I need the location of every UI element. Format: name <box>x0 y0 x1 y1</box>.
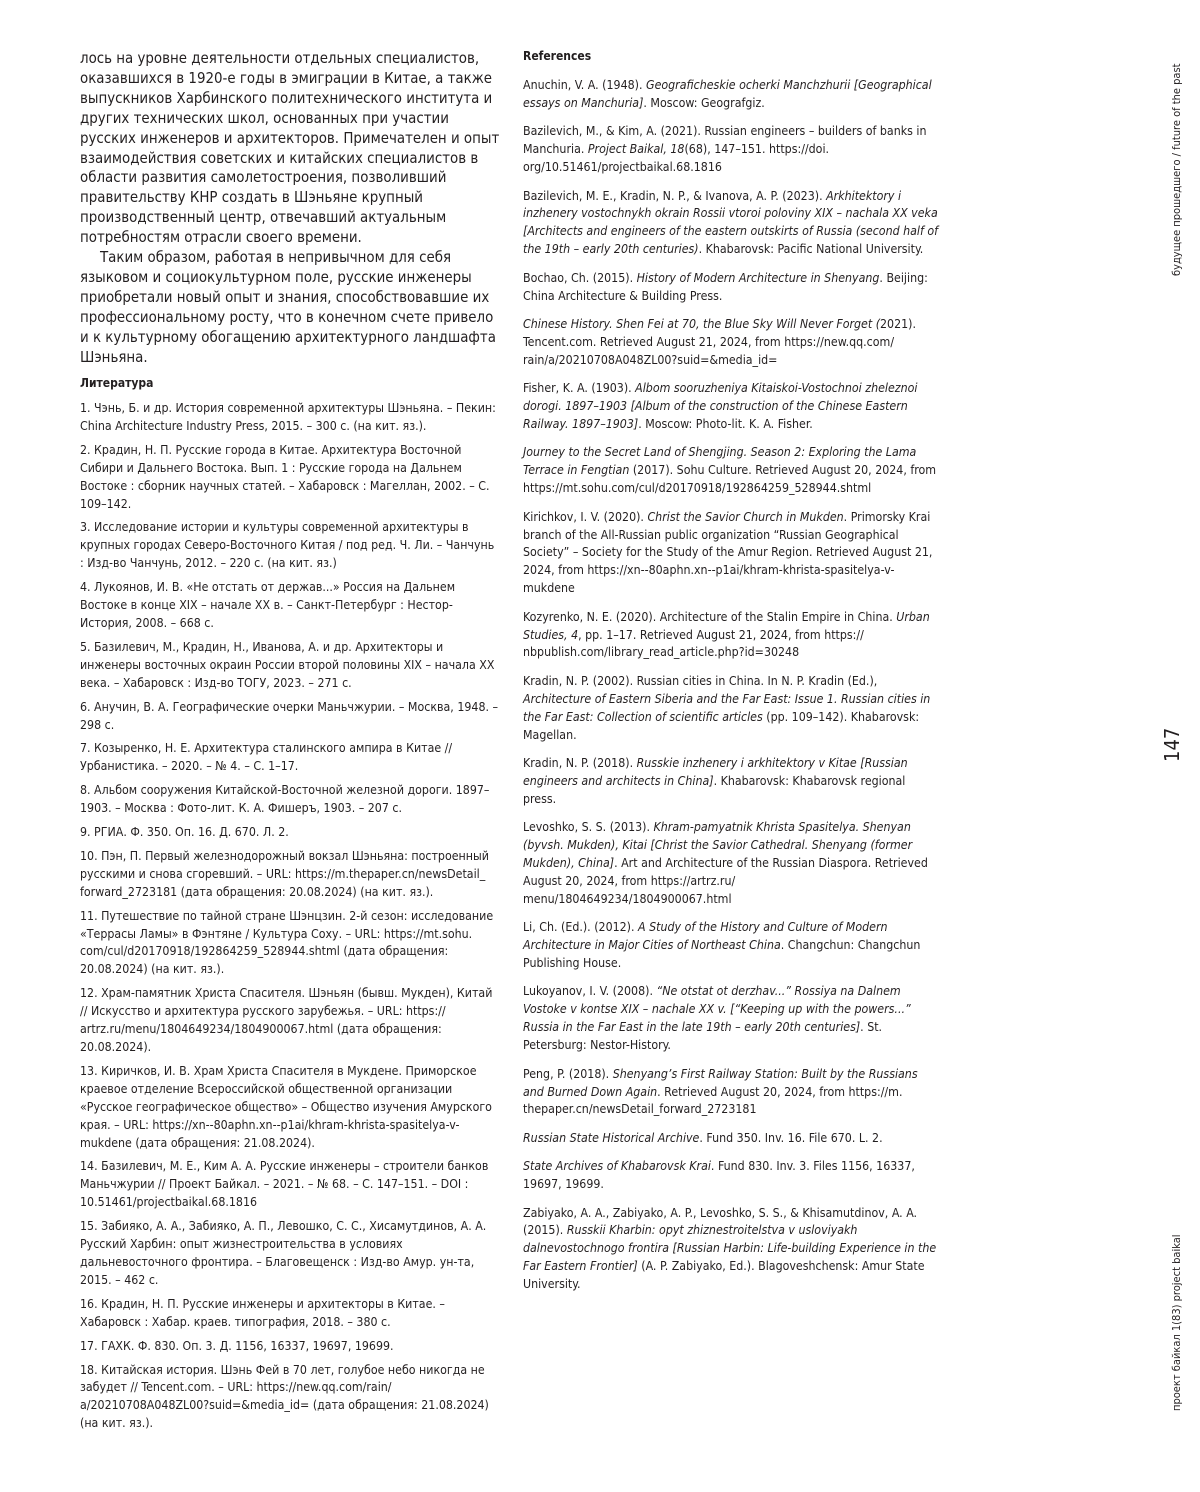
reference-item: Li, Ch. (Ed.). (2012). A Study of the History and Culture of Modern Architecture in Major Cities of Northeast China. Changchun: Changchun Publishing House. <box>523 920 921 971</box>
references-heading: References <box>523 49 592 63</box>
reference-item: Zabiyako, A. A., Zabiyako, A. P., Levoshko, S. S., & Khisamutdinov, A. A. (2015). Russkii Kharbin: opyt zhiznestroitelstva v usloviyakh dalnevostochnogo frontira [Russian Harbin: Life-building Experience in the Far Eastern Frontier] (A. P. Zabiyako, Ed.). Blagoveshchensk: Amur State University. <box>523 1205 937 1292</box>
reference-item: Lukoyanov, I. V. (2008). “Ne otstat ot derzhav...” Rossiya na Dalnem Vostoke v kontse XIX – nachale XX v. [“Keeping up with the powers...” Russia in the Far East in the late 19th – early 20th centuries]. St. Petersburg: Nestor-History. <box>523 984 911 1053</box>
literature-item: 8. Альбом сооружения Китайской-Восточной железной дороги. 1897–1903. – Москва : Фото-лит. К. А. Фишеръ, 1903. – 207 с. <box>80 783 490 816</box>
literature-item: 13. Киричков, И. В. Храм Христа Спасителя в Мукдене. Приморское краевое отделение Всероссийской общественной организации «Русское географическое общество» – Общество изучения Амурского края. – URL: https://xn--80aphn.xn--p1ai/khram-khrista-spasitelya-v-mukdene (дата обращения: 21.08.2024). <box>80 1063 492 1150</box>
reference-item: Anuchin, V. A. (1948). Geograficheskie ocherki Manchzhurii [Geographical essays on Manchuria]. Moscow: Geografgiz. <box>523 78 932 110</box>
reference-item: Kradin, N. P. (2018). Russkie inzhenery i arkhitektory v Kitae [Russian engineers and architects in China]. Khabarovsk: Khabarovsk regional press. <box>523 756 908 806</box>
reference-item: Fisher, K. A. (1903). Albom sooruzheniya Kitaiskoi-Vostochnoi zheleznoi dorogi. 1897–1903 [Album of the construction of the Chinese Eastern Railway. 1897–1903]. Moscow: Photo-lit. K. A. Fisher. <box>523 381 918 431</box>
literature-item: 17. ГАХК. Ф. 830. Оп. 3. Д. 1156, 16337, 19697, 19699. <box>80 1338 394 1353</box>
literature-item: 7. Козыренко, Н. Е. Архитектура сталинского ампира в Китае // Урбанистика. – 2020. – № 4. – С. 1–17. <box>80 741 453 774</box>
literature-item: 11. Путешествие по тайной стране Шэнцзин. 2-й сезон: исследование «Террасы Ламы» в Фэнтяне / Культура Соху. – URL: https://mt.sohu. com/cul/d20170918/192864259_528944.shtml (дата обращения: 20.08.2024) (на кит. яз.). <box>80 908 494 977</box>
reference-item: State Archives of Khabarovsk Krai. Fund 830. Inv. 3. Files 1156, 16337, 19697, 19699. <box>523 1159 915 1192</box>
literature-item: 18. Китайская история. Шэнь Фей в 70 лет, голубое небо никогда не забудет // Tencent.com. – URL: https://new.qq.com/rain/ a/20210708A048ZL00?suid=&media_id= (дата обращения: 21.08.2024) (на кит. яз.). <box>80 1362 489 1431</box>
body-paragraph-1: лось на уровне деятельности отдельных специалистов, оказавшихся в 1920-е годы в эмиграции в Китае, а также выпускников Харбинского политехнического института и других технических школ, основанных при участии русских инженеров и архитекторов. Примечателен и опыт взаимодействия советских и китайских специалистов в области развития самолетостроения, позволивший правительству КНР создать в Шэньяне крупный производственный центр, отвечавший актуальным потребностям отрасли своего времени. <box>80 49 500 247</box>
running-title: будущее прошедшего / future of the past <box>1170 63 1183 276</box>
literature-list <box>80 400 500 1439</box>
reference-item: Peng, P. (2018). Shenyang’s First Railway Station: Built by the Russians and Burned Down Again. Retrieved August 20, 2024, from https://m. thepaper.cn/newsDetail_forward_2723181 <box>523 1066 918 1117</box>
literature-item: 4. Лукоянов, И. В. «Не отстать от держав...» Россия на Дальнем Востоке в конце XIX – начале XX в. – Санкт-Петербург : Нестор-История, 2008. – 668 с. <box>80 580 456 630</box>
literature-item: 2. Крадин, Н. П. Русские города в Китае. Архитектура Восточной Сибири и Дальнего Востока. Вып. 1 : Русские города на Дальнем Востоке : сборник научных статей. – Хабаровск : Магеллан, 2002. – С. 109–142. <box>80 442 490 511</box>
body-text <box>80 49 500 368</box>
literature-item: 14. Базилевич, М. Е., Ким А. А. Русские инженеры – строители банков Маньчжурии // Проект Байкал. – 2021. – № 68. – С. 147–151. – DOI : 10.51461/projectbaikal.68.1816 <box>80 1159 489 1210</box>
literature-item: 12. Храм-памятник Христа Спасителя. Шэньян (бывш. Мукден), Китай // Искусство и архитектура русского зарубежья. – URL: https:// artrz.ru/menu/1804649234/1804900067.html (дата обращения: 20.08.2024). <box>80 986 493 1054</box>
reference-item: Bochao, Ch. (2015). History of Modern Architecture in Shenyang. Beijing: China Architecture & Building Press. <box>523 270 928 303</box>
references-list <box>523 77 941 1305</box>
reference-item: Kozyrenko, N. E. (2020). Architecture of the Stalin Empire in China. Urban Studies, 4, pp. 1–17. Retrieved August 21, 2024, from https:// nbpublish.com/library_read_article.php?id=30248 <box>523 609 930 660</box>
literature-item: 15. Забияко, А. А., Забияко, А. П., Левошко, С. С., Хисамутдинов, А. А. Русский Харбин: опыт жизнестроительства в условиях дальневосточного фронтира. – Благовещенск : Изд-во Амур. ун-та, 2015. – 462 с. <box>80 1219 487 1287</box>
body-paragraph-2: Таким образом, работая в непривычном для себя языковом и социокультурном поле, русские инженеры приобретали новый опыт и знания, способствовавшие их профессиональному росту, что в конечном счете привело и к культурному обогащению архитектурного ландшафта Шэньяна. <box>80 248 496 366</box>
reference-item: Bazilevich, M. E., Kradin, N. P., & Ivanova, A. P. (2023). Arkhitektory i inzhenery vostochnykh okrain Rossii vtoroi poloviny XIX – nachala XX veka [Architects and engineers of the eastern outskirts of Russia (second half of the 19th – early 20th centuries). Khabarovsk: Pacific National University. <box>523 188 939 257</box>
literature-item: 1. Чэнь, Б. и др. История современной архитектуры Шэньяна. – Пекин: China Architecture Industry Press, 2015. – 300 с. (на кит. яз.). <box>80 401 496 433</box>
reference-item: Kirichkov, I. V. (2020). Christ the Savior Church in Mukden. Primorsky Krai branch of the All-Russian public organization “Russian Geographical Society” – Society for the Study of the Amur Region. Retrieved August 21, 2024, from https://xn--80aphn.xn--p1ai/khram-khrista-spasitelya-v-mukdene <box>523 509 933 596</box>
literature-item: 10. Пэн, П. Первый железнодорожный вокзал Шэньяна: построенный русскими и снова сгоревший. – URL: https://m.thepaper.cn/newsDetail_ forward_2723181 (дата обращения: 20.08.2024) (на кит. яз.). <box>80 848 489 899</box>
literature-item: 6. Анучин, В. А. Географические очерки Маньчжурии. – Москва, 1948. – 298 с. <box>80 699 499 732</box>
reference-item: Chinese History. Shen Fei at 70, the Blue Sky Will Never Forget (2021). Tencent.com. Retrieved August 21, 2024, from https://new.qq.com/ rain/a/20210708A048ZL00?suid=&media_id= <box>523 316 916 367</box>
journal-title: проект байкал 1(83) project baikal <box>1170 1234 1183 1411</box>
page-number: 147 <box>1160 727 1184 762</box>
literature-item: 16. Крадин, Н. П. Русские инженеры и архитекторы в Китае. – Хабаровск : Хабар. краев. типография, 2018. – 380 с. <box>80 1296 445 1329</box>
literature-item: 9. РГИА. Ф. 350. Оп. 16. Д. 670. Л. 2. <box>80 825 289 840</box>
reference-item: Kradin, N. P. (2002). Russian cities in China. In N. P. Kradin (Ed.), Architecture of Eastern Siberia and the Far East: Issue 1. Russian cities in the Far East: Collection of scientific articles (pp. 109–142). Khabarovsk: Magellan. <box>523 673 931 742</box>
literature-heading: Литература <box>80 376 154 390</box>
reference-item: Bazilevich, M., & Kim, A. (2021). Russian engineers – builders of banks in Manchuria. Project Baikal, 18(68), 147–151. https://doi. org/10.51461/projectbaikal.68.1816 <box>523 124 927 175</box>
literature-item: 3. Исследование истории и культуры современной архитектуры в крупных городах Северо-Восточного Китая / под ред. Ч. Ли. – Чанчунь : Изд-во Чанчунь, 2012. – 220 с. (на кит. яз.) <box>80 520 495 571</box>
literature-item: 5. Базилевич, М., Крадин, Н., Иванова, А. и др. Архитекторы и инженеры восточных окраин России второй половины XIX – начала XX века. – Хабаровск : Изд-во ТОГУ, 2023. – 271 с. <box>80 639 495 690</box>
reference-item: Journey to the Secret Land of Shengjing. Season 2: Exploring the Lama Terrace in Fengtian (2017). Sohu Culture. Retrieved August 20, 2024, from https://mt.sohu.com/cul/d20170918/192864259_528944.shtml <box>523 445 937 496</box>
reference-item: Russian State Historical Archive. Fund 350. Inv. 16. File 670. L. 2. <box>523 1130 883 1145</box>
reference-item: Levoshko, S. S. (2013). Khram-pamyatnik Khrista Spasitelya. Shenyan (byvsh. Mukden), Kitai [Christ the Savior Cathedral. Shenyang (former Mukden), China]. Art and Architecture of the Russian Diaspora. Retrieved August 20, 2024, from https://artrz.ru/ menu/1804649234/1804900067.html <box>523 820 928 906</box>
